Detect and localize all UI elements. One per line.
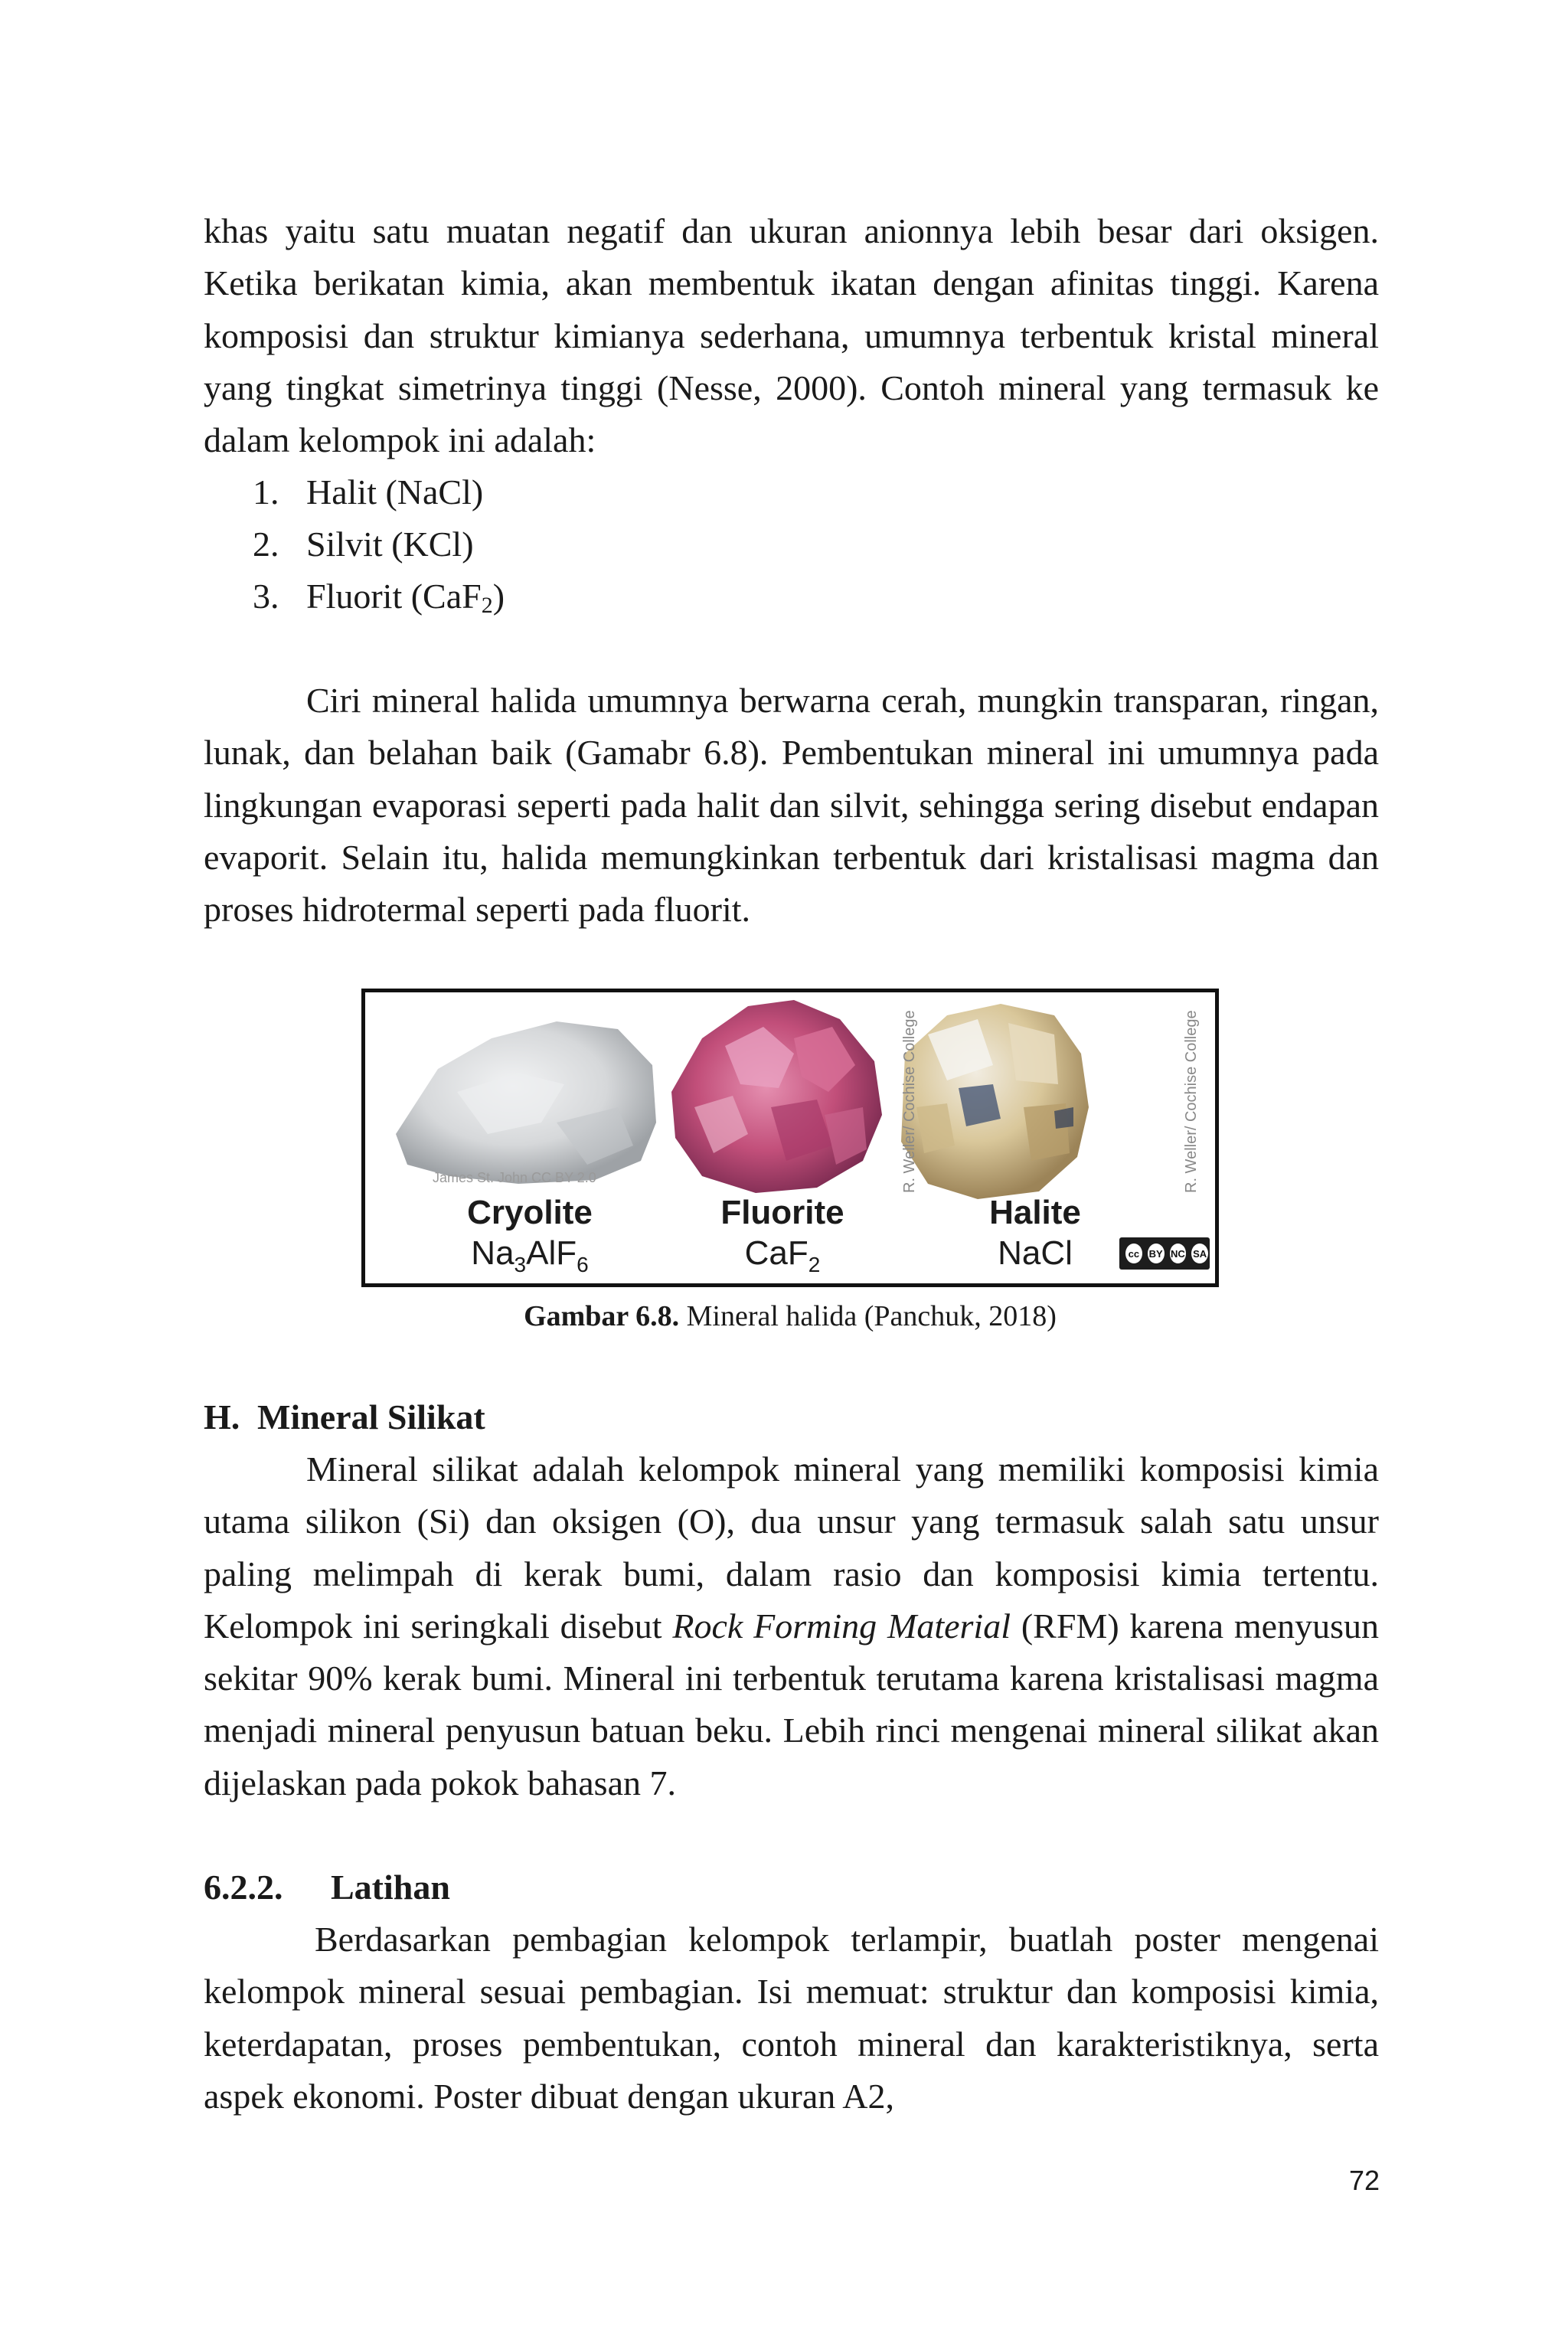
page-number: 72 (1348, 2165, 1380, 2196)
silikat-paragraph: Mineral silikat adalah kelompok mineral yang memiliki komposisi kimia utama silikon (Si) dan oksigen (O), dua unsur yang termasuk salah satu unsur paling melimpah di kerak bumi, dalam rasio dan komposisi kimia tertentu. Kelompok ini seringkali disebut Rock Forming Material (RFM) karena menyusun sekitar 90% kerak bumi. Mineral ini terbentuk terutama karena kristalisasi magma menjadi mineral penyusun batuan beku. Lebih rinci mengenai mineral silikat akan dijelaskan pada pokok bahasan 7. (204, 1449, 1379, 1802)
caption-label: Gambar 6.8. (524, 1300, 680, 1332)
halite-specimen (901, 1004, 1089, 1199)
creative-commons-badge (1119, 1237, 1210, 1270)
caption-text: Mineral halida (Panchuk, 2018) (679, 1300, 1057, 1332)
figure-mineral-halida (361, 989, 1219, 1287)
cryolite-specimen (396, 1021, 656, 1184)
mineral-name: Halite (989, 1194, 1081, 1231)
halida-paragraph: Ciri mineral halida umumnya berwarna cerah, mungkin transparan, ringan, lunak, dan belahan baik (Gamabr 6.8). Pembentukan mineral ini umumnya pada lingkungan evaporasi seperti pada halit dan silvit, sehingga sering disebut endapan evaporit. Selain itu, halida memungkinkan terbentuk dari kristalisasi magma dan proses hidrotermal seperti pada fluorit. (204, 681, 1379, 930)
intro-paragraph-block (204, 205, 1379, 466)
figure-caption (361, 1298, 1219, 1335)
sa-icon: SA (1190, 1242, 1210, 1265)
cc-icon: cc (1124, 1242, 1144, 1265)
mineral-formula: $Na_3AlF_6$ (471, 1234, 589, 1276)
list-item (253, 518, 505, 570)
mineral-name: Cryolite (467, 1194, 593, 1231)
by-icon: BY (1146, 1242, 1166, 1265)
list-item (253, 570, 505, 623)
halida-paragraph-block (204, 675, 1379, 936)
list-item-text: Fluorit (CaF (306, 577, 482, 616)
list-item-number: 1. (253, 472, 279, 511)
section-label: 6.2.2. (204, 1868, 283, 1907)
label-halite (966, 1193, 1104, 1274)
section-heading-h (204, 1391, 485, 1443)
halide-mineral-list (253, 466, 505, 623)
intro-paragraph: khas yaitu satu muatan negatif dan ukuran anionnya lebih besar dari oksigen. Ketika berikatan kimia, akan membentuk ikatan dengan afinitas tinggi. Karena komposisi dan struktur kimianya sederhana, umumnya terbentuk kristal mineral yang tingkat simetrinya tinggi (Nesse, 2000). Contoh mineral yang termasuk ke dalam kelompok ini adalah: (204, 211, 1379, 460)
list-item (253, 466, 505, 518)
section-title: Mineral Silikat (257, 1397, 485, 1436)
photo-credit-fluorite: R. Weller/ Cochise College (901, 1010, 918, 1193)
section-heading-622 (204, 1861, 450, 1914)
italic-term: Rock Forming Material (672, 1606, 1011, 1646)
nc-icon: NC (1168, 1242, 1188, 1265)
mineral-formula: NaCl (998, 1234, 1073, 1272)
silikat-paragraph-block (204, 1443, 1379, 1809)
formula-subscript: 2 (481, 593, 493, 618)
mineral-formula: CaF$_2$ (744, 1234, 821, 1276)
photo-credit-cryolite: James St. John CC BY 2.0 (433, 1170, 596, 1185)
label-fluorite (694, 1193, 871, 1286)
mineral-name: Fluorite (720, 1194, 844, 1231)
list-item-text-end: ) (492, 577, 505, 616)
list-item-number: 2. (253, 525, 279, 564)
list-item-number: 3. (253, 577, 279, 616)
list-item-text: Silvit (KCl) (306, 525, 474, 564)
section-label: H. (204, 1397, 240, 1436)
list-item-text: Halit (NaCl) (306, 472, 484, 511)
photo-credit-halite: R. Weller/ Cochise College (1183, 1010, 1200, 1193)
label-cryolite (434, 1193, 626, 1286)
fluorite-specimen (671, 1000, 882, 1193)
latihan-paragraph-block (204, 1914, 1379, 2123)
section-title: Latihan (331, 1868, 450, 1907)
latihan-paragraph: Berdasarkan pembagian kelompok terlampir, buatlah poster mengenai kelompok mineral sesuai pembagian. Isi memuat: struktur dan komposisi kimia, keterdapatan, proses pembentukan, contoh mineral dan karakteristiknya, serta aspek ekonomi. Poster dibuat dengan ukuran A2, (204, 1920, 1379, 2116)
